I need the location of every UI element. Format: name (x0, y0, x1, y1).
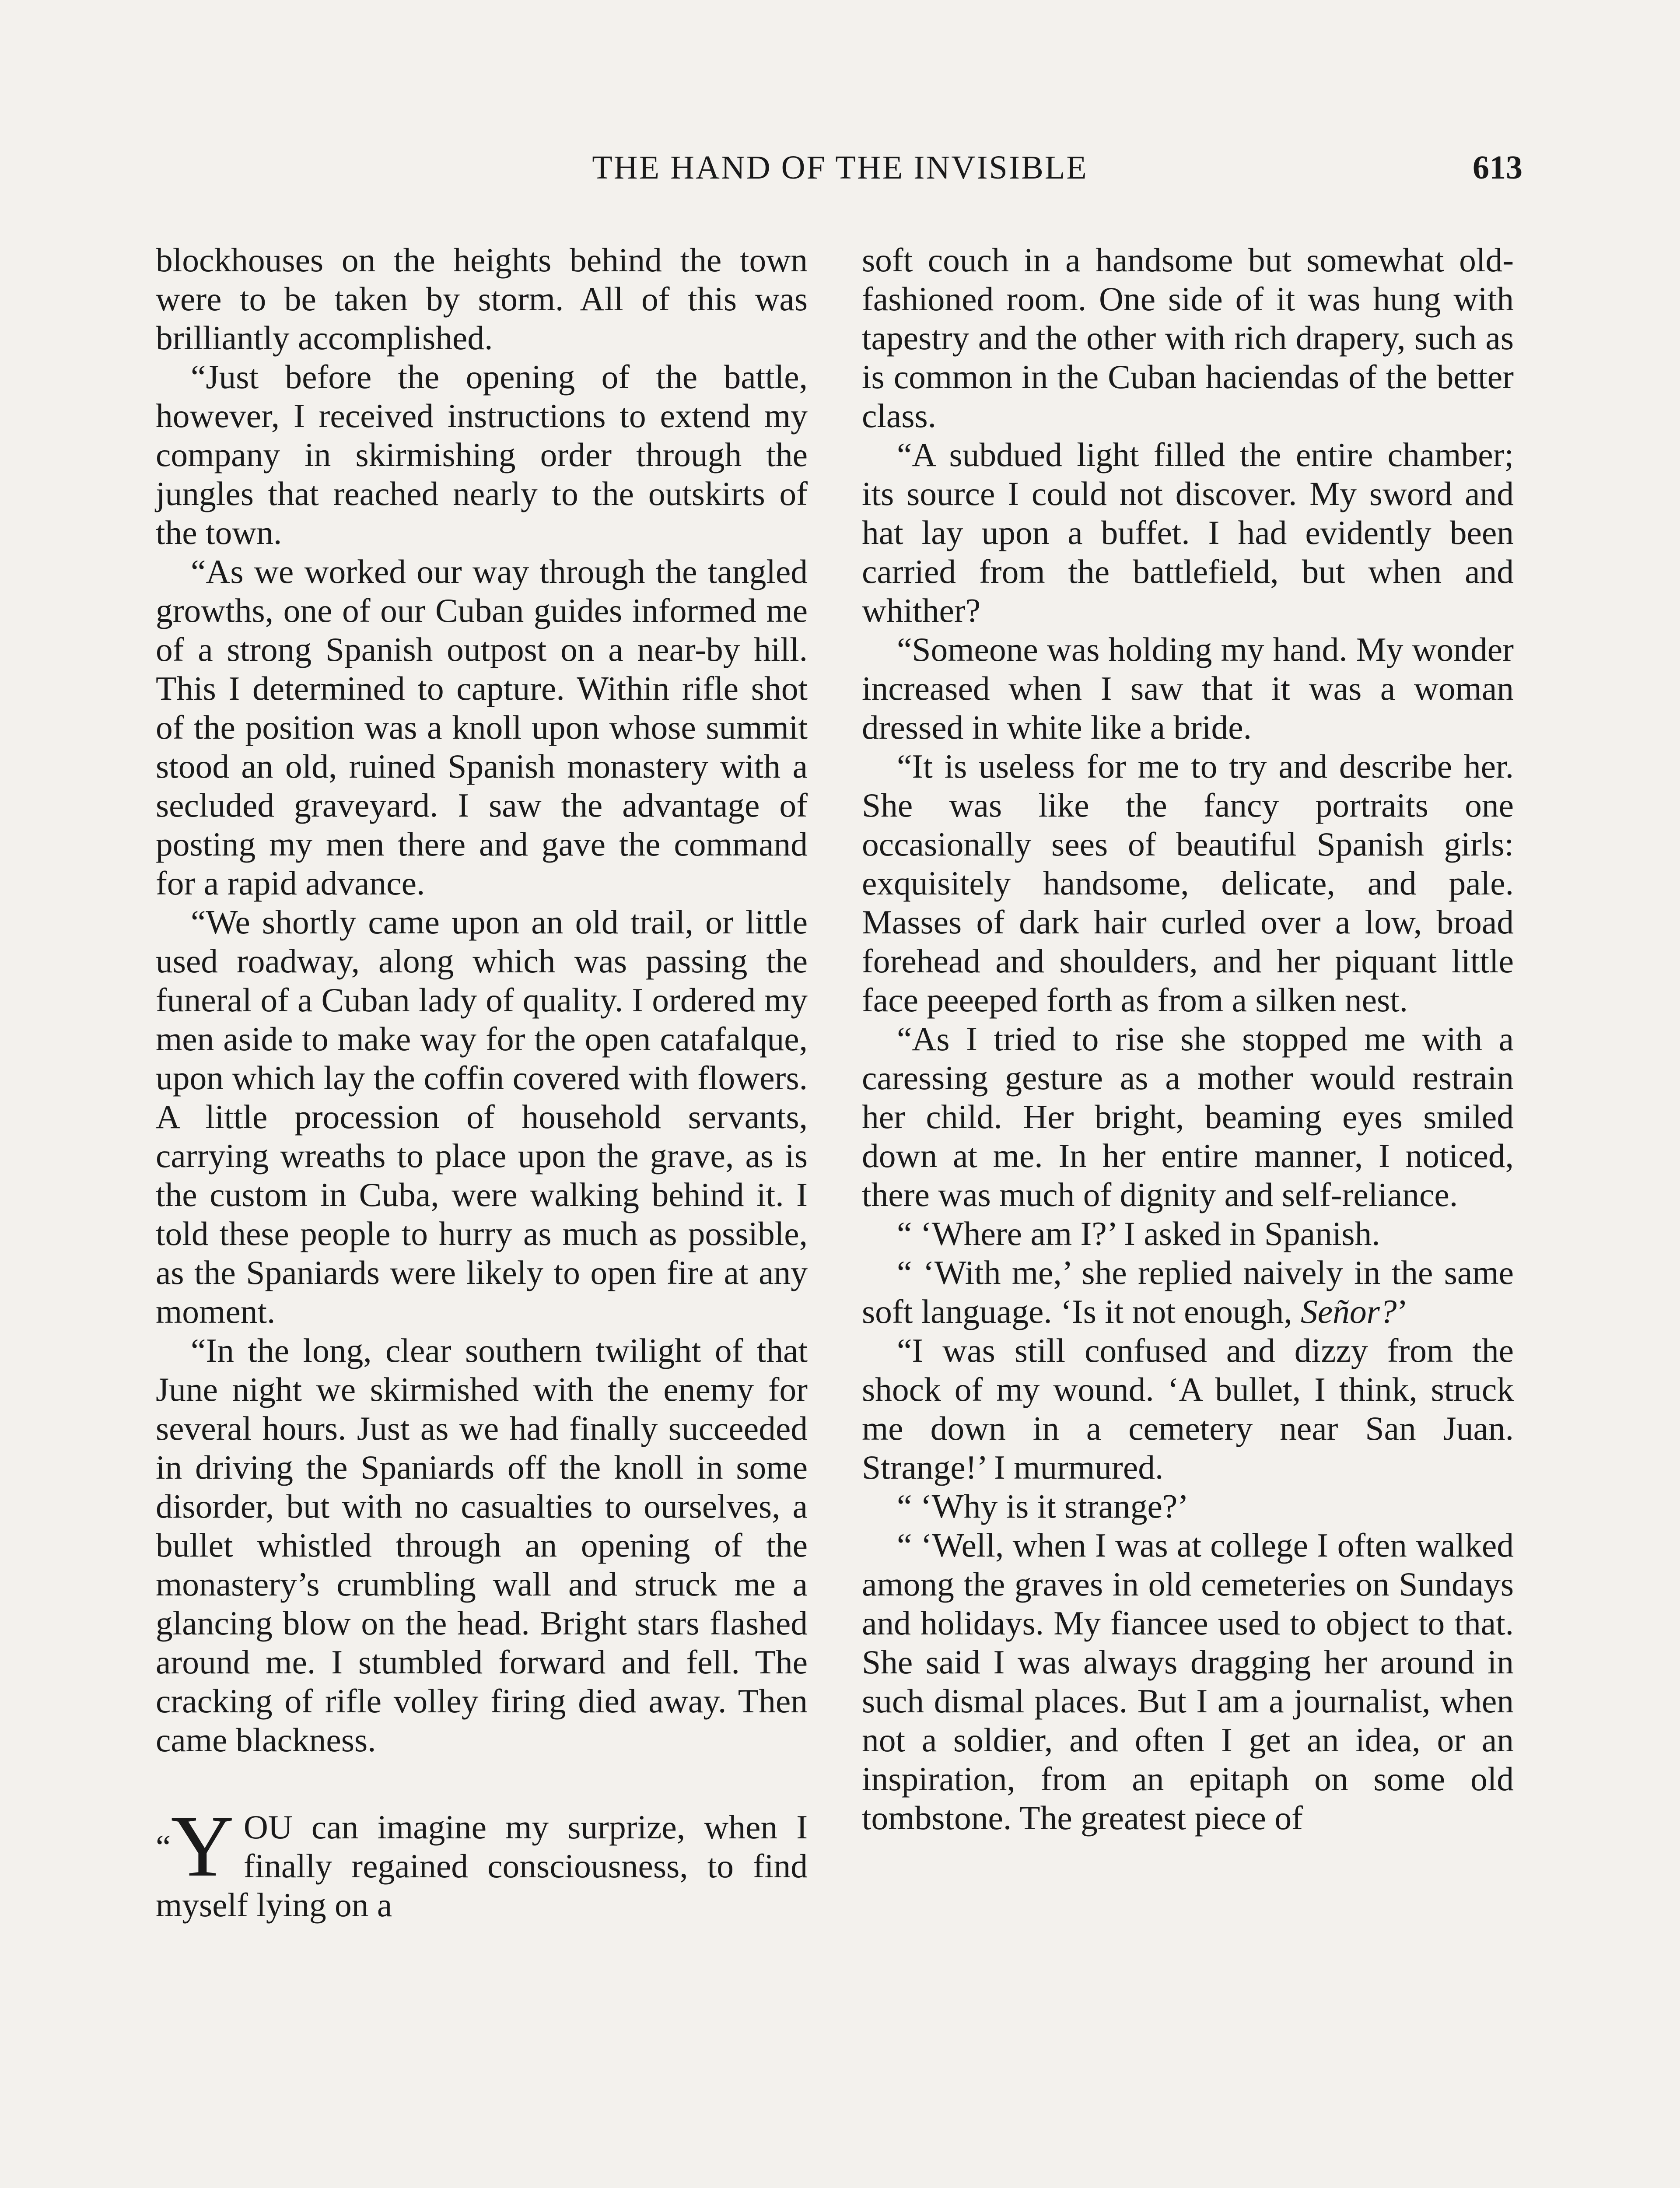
paragraph: “I was still confused and dizzy from the shock of my wound. ‘A bullet, I think, struck me down in a cemetery near San Juan. Strange!’ I murmured. (862, 1332, 1514, 1486)
paragraph: “ ‘Why is it strange?’ (897, 1487, 1189, 1525)
paragraph-text: “ ‘With me,’ she replied naively in the same soft language. ‘Is it not enough, (862, 1254, 1514, 1330)
right-column (862, 241, 1514, 1837)
paragraph: “Someone was holding my hand. My wonder increased when I saw that it was a woman dressed in white like a bride. (862, 631, 1514, 746)
paragraph: “We shortly came upon an old trail, or little used roadway, along which was passing the funeral of a Cuban lady of quality. I ordered my men aside to make way for the open catafalque, upon which lay the coffin covered with flowers. A little procession of household servants, carrying wreaths to place upon the grave, as is the custom in Cuba, were walking behind it. I told these people to hurry as much as possible, as the Spaniards were likely to open fire at any moment. (156, 903, 808, 1330)
paragraph-text: ’ (1396, 1293, 1408, 1330)
paragraph: “Just before the opening of the battle, however, I received instructions to extend my company in skirmishing order through the jungles that reached nearly to the outskirts of the town. (156, 358, 808, 551)
paragraph: “As we worked our way through the tangled growths, one of our Cuban guides informed me of a strong Spanish outpost on a near-by hill. This I determined to capture. Within rifle shot of the position was a knoll upon whose summit stood an old, ruined Spanish monastery with a secluded graveyard. I saw the advantage of posting my men there and gave the command for a rapid advance. (156, 553, 808, 902)
paragraph: “A subdued light filled the entire chamber; its source I could not discover. My sword and hat lay upon a buffet. I had evidently been carried from the battlefield, but when and whither? (862, 436, 1514, 629)
drop-cap (156, 1798, 234, 1895)
page-header (158, 144, 1522, 206)
paragraph: “ ‘Where am I?’ I asked in Spanish. (897, 1215, 1380, 1252)
paragraph (862, 1253, 1514, 1331)
drop-cap-letter: Y (171, 1798, 234, 1895)
paragraph: blockhouses on the heights behind the town were to be taken by storm. All of this was brilliantly accomplished. (156, 241, 808, 357)
drop-cap-quote: “ (156, 1828, 171, 1865)
page-number: 613 (1473, 149, 1522, 186)
drop-paragraph-text: OU can imagine my surprize, when I finally regained consciousness, to find myself lying on a (156, 1808, 808, 1924)
paragraph: “ ‘Well, when I was at college I often walked among the graves in old cemeteries on Sundays and holidays. My fiancee used to object to that. She said I was always dragging her around in such dismal places. But I am a journalist, when not a soldier, and often I get an idea, or an inspiration, from an epitaph on some old tombstone. The greatest piece of (862, 1526, 1514, 1837)
paragraph: “In the long, clear southern twilight of that June night we skirmished with the enemy for several hours. Just as we had finally succeeded in driving the Spaniards off the knoll in some disorder, but with no casualties to ourselves, a bullet whistled through an opening of the monastery’s crumbling wall and struck me a glancing blow on the head. Bright stars flashed around me. I stumbled forward and fell. The cracking of rifle volley firing died away. Then came blackness. (156, 1332, 808, 1759)
drop-cap-paragraph (156, 1798, 808, 1925)
running-title: THE HAND OF THE INVISIBLE (592, 149, 1088, 186)
left-column (156, 241, 808, 1925)
paragraph: “As I tried to rise she stopped me with a caressing gesture as a mother would restrain her child. Her bright, beaming eyes smiled down at me. In her entire manner, I noticed, there was much of dignity and self-reliance. (862, 1020, 1514, 1213)
section-break (156, 1760, 808, 1808)
paragraph: “It is useless for me to try and describe her. She was like the fancy portraits one occasionally sees of beautiful Spanish girls: exquisitely handsome, delicate, and pale. Masses of dark hair curled over a low, broad forehead and shoulders, and her piquant little face peeeped forth as from a silken nest. (862, 747, 1514, 1019)
italic-text: Señor? (1301, 1293, 1397, 1330)
paragraph: soft couch in a handsome but somewhat old-fashioned room. One side of it was hung with tapestry and the other with rich drapery, such as is common in the Cuban haciendas of the better class. (862, 241, 1514, 435)
